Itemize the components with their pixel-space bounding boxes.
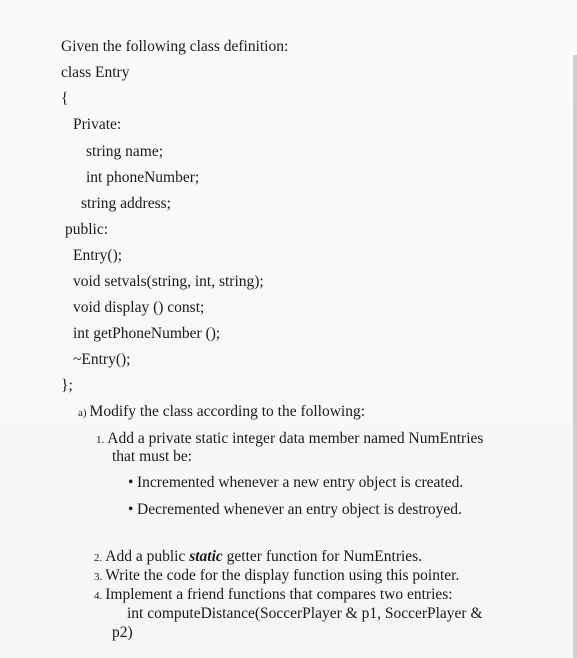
- intro-text: Given the following class definition:: [61, 38, 289, 55]
- bullet-icon: •: [128, 501, 134, 518]
- question-marker: a): [78, 407, 87, 419]
- method-display: void display () const;: [73, 299, 205, 316]
- page-edge: [573, 55, 577, 658]
- item-1: [96, 430, 483, 449]
- class-declaration: class Entry: [61, 64, 130, 81]
- item-4-line3: p2): [112, 624, 133, 641]
- field-name: string name;: [86, 143, 164, 160]
- method-setvals: void setvals(string, int, string);: [73, 273, 264, 290]
- item-4-line2: int computeDistance(SoccerPlayer & p1, SoccerPlayer &: [127, 605, 483, 622]
- item-2-number: 2.: [94, 552, 103, 564]
- item-4: 4. Implement a friend functions that compares two entries:: [94, 586, 453, 603]
- field-address: string address;: [81, 195, 171, 212]
- item-1-number: 1.: [96, 434, 105, 446]
- bullet-decremented: • Decremented whenever an entry object is destroyed.: [128, 501, 462, 518]
- item-2: 2. Add a public static getter function for NumEntries.: [94, 548, 423, 565]
- bullet-incremented: • Incremented whenever a new entry object is created.: [128, 474, 464, 491]
- question-a: [78, 403, 365, 422]
- method-constructor: Entry();: [73, 247, 123, 264]
- close-brace: };: [61, 377, 73, 394]
- open-brace: {: [61, 90, 69, 107]
- method-destructor: ~Entry();: [73, 351, 131, 368]
- private-label: Private:: [73, 116, 122, 133]
- item-3: 3. Write the code for the display function using this pointer.: [94, 567, 460, 584]
- item-3-number: 3.: [94, 571, 103, 583]
- field-phone-number: int phoneNumber;: [86, 169, 200, 186]
- item-1-line2: that must be:: [112, 448, 193, 465]
- bullet-icon: •: [128, 474, 134, 491]
- question-text: Modify the class according to the following:: [89, 403, 366, 420]
- public-label: public:: [65, 221, 109, 238]
- static-emphasis: static: [189, 548, 223, 565]
- item-4-number: 4.: [94, 590, 103, 602]
- item-1-line1: Add a private static integer data member named NumEntries: [107, 430, 484, 447]
- method-get-phone-number: int getPhoneNumber ();: [73, 325, 221, 342]
